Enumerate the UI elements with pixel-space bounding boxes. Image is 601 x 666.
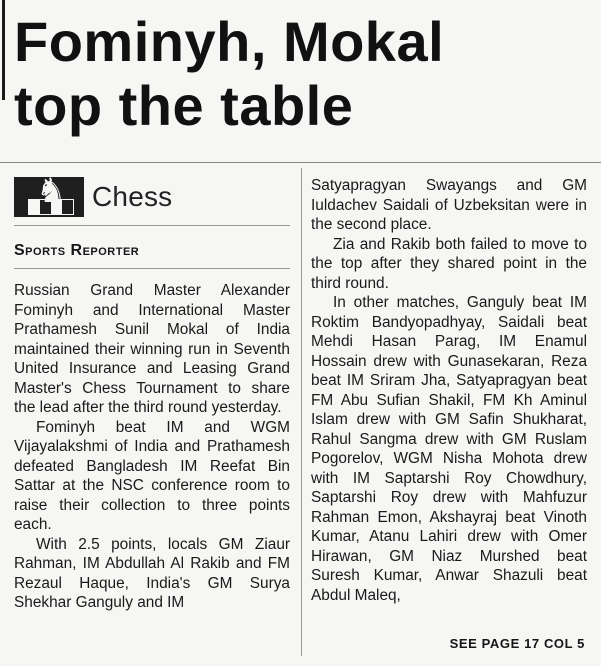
continuation-jump: SEE PAGE 17 COL 5 — [449, 636, 585, 651]
article-paragraph: Satyapragyan Swayangs and GM Iuldachev Saidali of Uzbeksitan were in the second place. — [311, 177, 587, 233]
knight-glyph: ♞ — [36, 171, 67, 211]
article-paragraph: Zia and Rakib both failed to move to the top after they shared point in the third round. — [311, 235, 587, 292]
headline-line-2: top the table — [14, 74, 354, 137]
left-margin-rule — [2, 0, 5, 100]
byline: Sports Reporter — [14, 236, 290, 269]
headline-line-1: Fominyh, Mokal — [14, 10, 445, 73]
article-paragraph: Russian Grand Master Alexander Fominyh and International Master Prathamesh Sunil Mokal of India maintained their winning run in Seventh United Insurance and Leasing Grand Master's Chess Tournament to share the lead after the third round yesterday. — [14, 282, 290, 416]
section-label: Chess — [92, 181, 173, 212]
headline-divider — [0, 162, 601, 163]
column-divider — [301, 168, 302, 656]
article-paragraph: With 2.5 points, locals GM Ziaur Rahman, IM Abdullah Al Rakib and FM Rezaul Haque, India's GM Surya Shekhar Ganguly and IM — [14, 535, 290, 611]
chess-knight-icon — [14, 171, 84, 217]
article-paragraph: Fominyh beat IM and WGM Vijayalakshmi of India and Prathamesh defeated Bangladesh IM Reefat Bin Sattar at the NSC conference room to raise their collection to three points each. — [14, 418, 290, 533]
headline — [14, 10, 594, 138]
article-column-left — [14, 171, 290, 613]
article-column-right — [311, 176, 587, 605]
section-header — [14, 171, 290, 226]
article-paragraph: In other matches, Ganguly beat IM Roktim Bandyopadhyay, Saidali beat Mehdi Hasan Parag, IM Enamul Hossain drew with Gunasekaran, Reza beat IM Sriram Jha, Satyapragyan beat FM Abu Sufian Shakil, FM Kh Aminul Islam drew with GM Safin Shukharat, Rahul Sangma drew with GM Ruslam Pogorelov, WGM Nisha Mohota drew with IM Saptarshi Roy Chowdhury, Saptarshi Roy drew with Mahfuzur Rahman Emon, Akshayraj beat Vinoth Kumar, Atanu Lahiri drew with Omer Hirawan, GM Niaz Murshed beat Suresh Kumar, Anwar Shazuli beat Abdul Maleq, — [311, 294, 587, 604]
